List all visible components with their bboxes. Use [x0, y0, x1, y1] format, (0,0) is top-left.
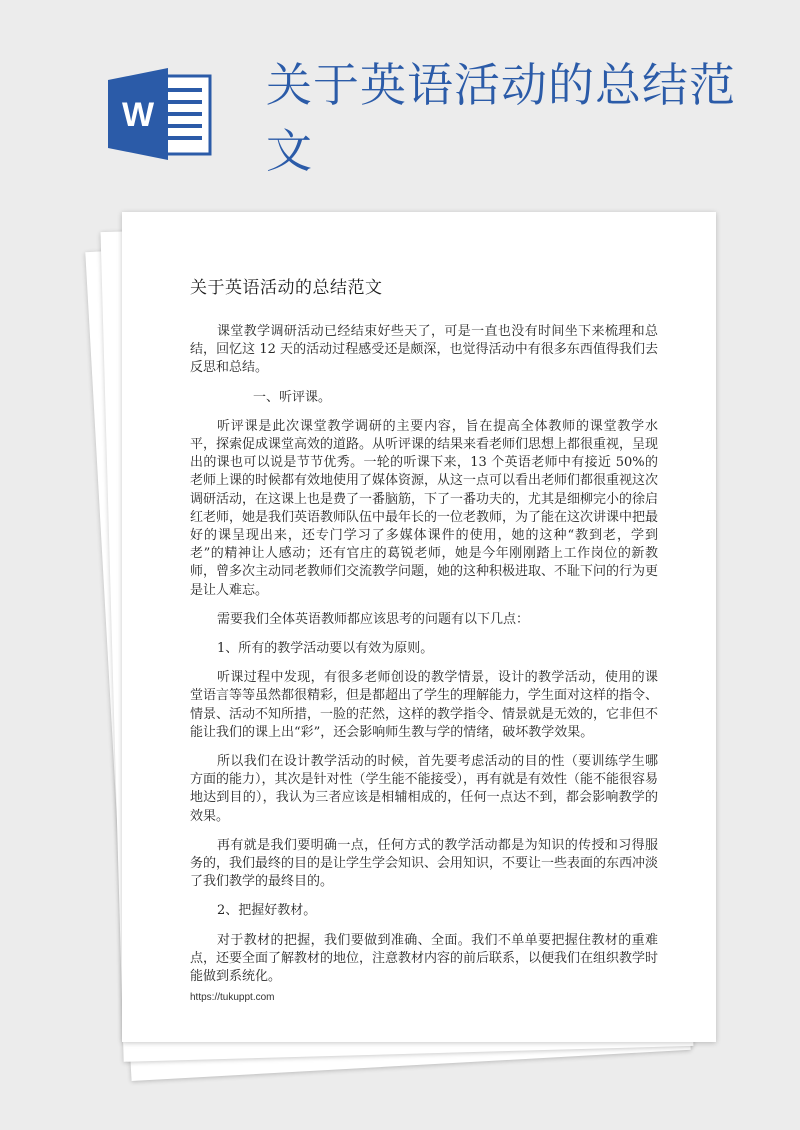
paragraph-intro: 课堂教学调研活动已经结束好些天了，可是一直也没有时间坐下来梳理和总结，回忆这 12 天的活动过程感受还是颇深，也觉得活动中有很多东西值得我们去反思和总结。	[190, 324, 658, 376]
page-title: 关于英语活动的总结范文	[266, 58, 736, 178]
paragraph-textbook: 对于教材的把握，我们要做到准确、全面。我们不单单要把握住教材的重难点，还要全面了解教材的地位，注意教材内容的前后联系，以便我们在组织教学时能做到系统化。	[190, 932, 659, 985]
document-body	[190, 276, 658, 997]
word-document-icon	[108, 68, 214, 160]
section-heading-textbook: 2、把握好教材。	[217, 903, 317, 919]
paragraph-listen-review: 听评课是此次课堂教学调研的主要内容，旨在提高全体教师的课堂教学水平，探索促成课堂高效的道路。从听评课的结果来看老师们思想上都很重视，呈现出的课也可以说是节节优秀。一轮的听课下来，13 个英语老师中有接近 50%的老师上课的时候都有效地使用了媒体资源，从这一点可以看出老师们都很重视这次调研活动，在这课上也是费了一番脑筋，下了一番功夫的，尤其是细柳完小的徐启红老师，她是我们英语教师队伍中最年长的一位老教师，为了能在这次讲课中把最好的课呈现出来，还专门学习了多媒体课件的使用，她的这种“教到老，学到老”的精神让人感动；还有官庄的葛锐老师，她是今年刚刚踏上工作岗位的新教师，曾多次主动同老教师们交流教学问题，她的这种积极进取、不耻下问的行为更是让人难忘。	[190, 418, 659, 598]
footer-url: https://tukuppt.com	[190, 992, 275, 1003]
word-icon-letter: W	[121, 96, 155, 134]
document-title: 关于英语活动的总结范文	[190, 278, 383, 298]
section-heading-effective: 1、所有的教学活动要以有效为原则。	[217, 641, 434, 657]
paragraph-questions-intro: 需要我们全体英语教师都应该思考的问题有以下几点：	[217, 611, 530, 627]
paragraph-purpose: 再有就是我们要明确一点，任何方式的教学活动都是为知识的传授和习得服务的，我们最终的目的是让学生学会知识、会用知识，不要让一些表面的东西冲淡了我们教学的最终目的。	[190, 837, 659, 890]
paragraph-observation: 听课过程中发现，有很多老师创设的教学情景，设计的教学活动，使用的课堂语言等等虽然都很精彩，但是都超出了学生的理解能力，学生面对这样的指令、情景、活动不知所措，一脸的茫然，这样的教学指令、情景就是无效的，它非但不能让我们的课上出“彩”，还会影响师生教与学的情绪，破坏教学效果。	[190, 670, 659, 740]
section-heading-listen-review: 一、听评课。	[253, 389, 332, 405]
paragraph-design: 所以我们在设计教学活动的时候，首先要考虑活动的目的性（要训练学生哪方面的能力），其次是针对性（学生能不能接受），再有就是有效性（能不能很容易地达到目的），我认为三者应该是相辅相成的，任何一点达不到，都会影响教学的效果。	[190, 754, 659, 824]
